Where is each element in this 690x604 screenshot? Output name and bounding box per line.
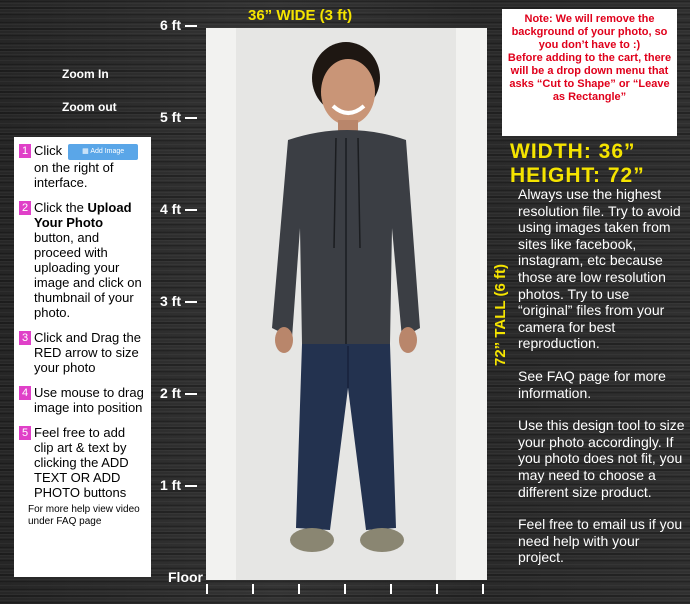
step-2: 2 Click the Upload Your Photo button, and proceed with uploading your image and click on thumbnail of your photo.: [19, 200, 145, 320]
step-number: 3: [19, 331, 31, 345]
ruler-mark-4ft: 4 ft: [160, 201, 206, 217]
floor-label: Floor: [168, 569, 203, 585]
ruler-mark-5ft: 5 ft: [160, 109, 206, 125]
zoom-out-button[interactable]: Zoom out: [62, 100, 117, 114]
step-number: 2: [19, 201, 31, 215]
step-4: 4 Use mouse to drag image into position: [19, 385, 145, 415]
floor-ruler: [206, 584, 506, 596]
faq-tip: See FAQ page for more information.: [518, 367, 666, 401]
background-removal-note: Note: We will remove the background of your photo, so you don’t have to :) Before adding to the cart, there will be a drop down menu that asks “Cut to Shape” or “Leave as Rectangle”: [502, 9, 677, 136]
photo-canvas[interactable]: [206, 28, 487, 580]
instructions-panel: [14, 137, 151, 577]
add-image-button[interactable]: ▦ Add Image: [68, 144, 138, 160]
step-1: 1 Click ▦ Add Image on the right of interface.: [19, 143, 145, 190]
resolution-tip: Always use the highest resolution file. Try to avoid using images taken from sites like facebook, instagram, etc because those are low resolution photos. Try to use “original” files from your camera for best reproduction.: [518, 186, 681, 352]
step-number: 4: [19, 386, 31, 400]
step-number: 1: [19, 144, 31, 158]
step-number: 5: [19, 426, 31, 440]
height-dimension: HEIGHT: 72”: [510, 164, 645, 187]
width-dimension: WIDTH: 36”: [510, 140, 636, 163]
person-photo[interactable]: [206, 28, 487, 580]
email-tip: Feel free to email us if you need help with your project.: [518, 516, 683, 566]
dimensions-heading: [510, 140, 645, 188]
ruler-mark-2ft: 2 ft: [160, 385, 206, 401]
height-title: 72” TALL (6 ft): [492, 264, 509, 366]
ruler-mark-6ft: 6 ft: [160, 17, 206, 33]
ruler-mark-1ft: 1 ft: [160, 477, 206, 493]
ruler-mark-3ft: 3 ft: [160, 293, 206, 309]
step-3: 3 Click and Drag the RED arrow to size your photo: [19, 330, 145, 375]
width-title: 36” WIDE (3 ft): [248, 7, 353, 24]
info-text: [518, 186, 686, 582]
step-5: 5 Feel free to add clip art & text by clicking the ADD TEXT OR ADD PHOTO buttons: [19, 425, 145, 500]
sizing-tip: Use this design tool to size your photo accordingly. If you photo does not fit, you may need to choose a different size product.: [518, 417, 685, 500]
help-footer: For more help view video under FAQ page: [28, 503, 140, 527]
zoom-in-button[interactable]: Zoom In: [62, 67, 109, 81]
